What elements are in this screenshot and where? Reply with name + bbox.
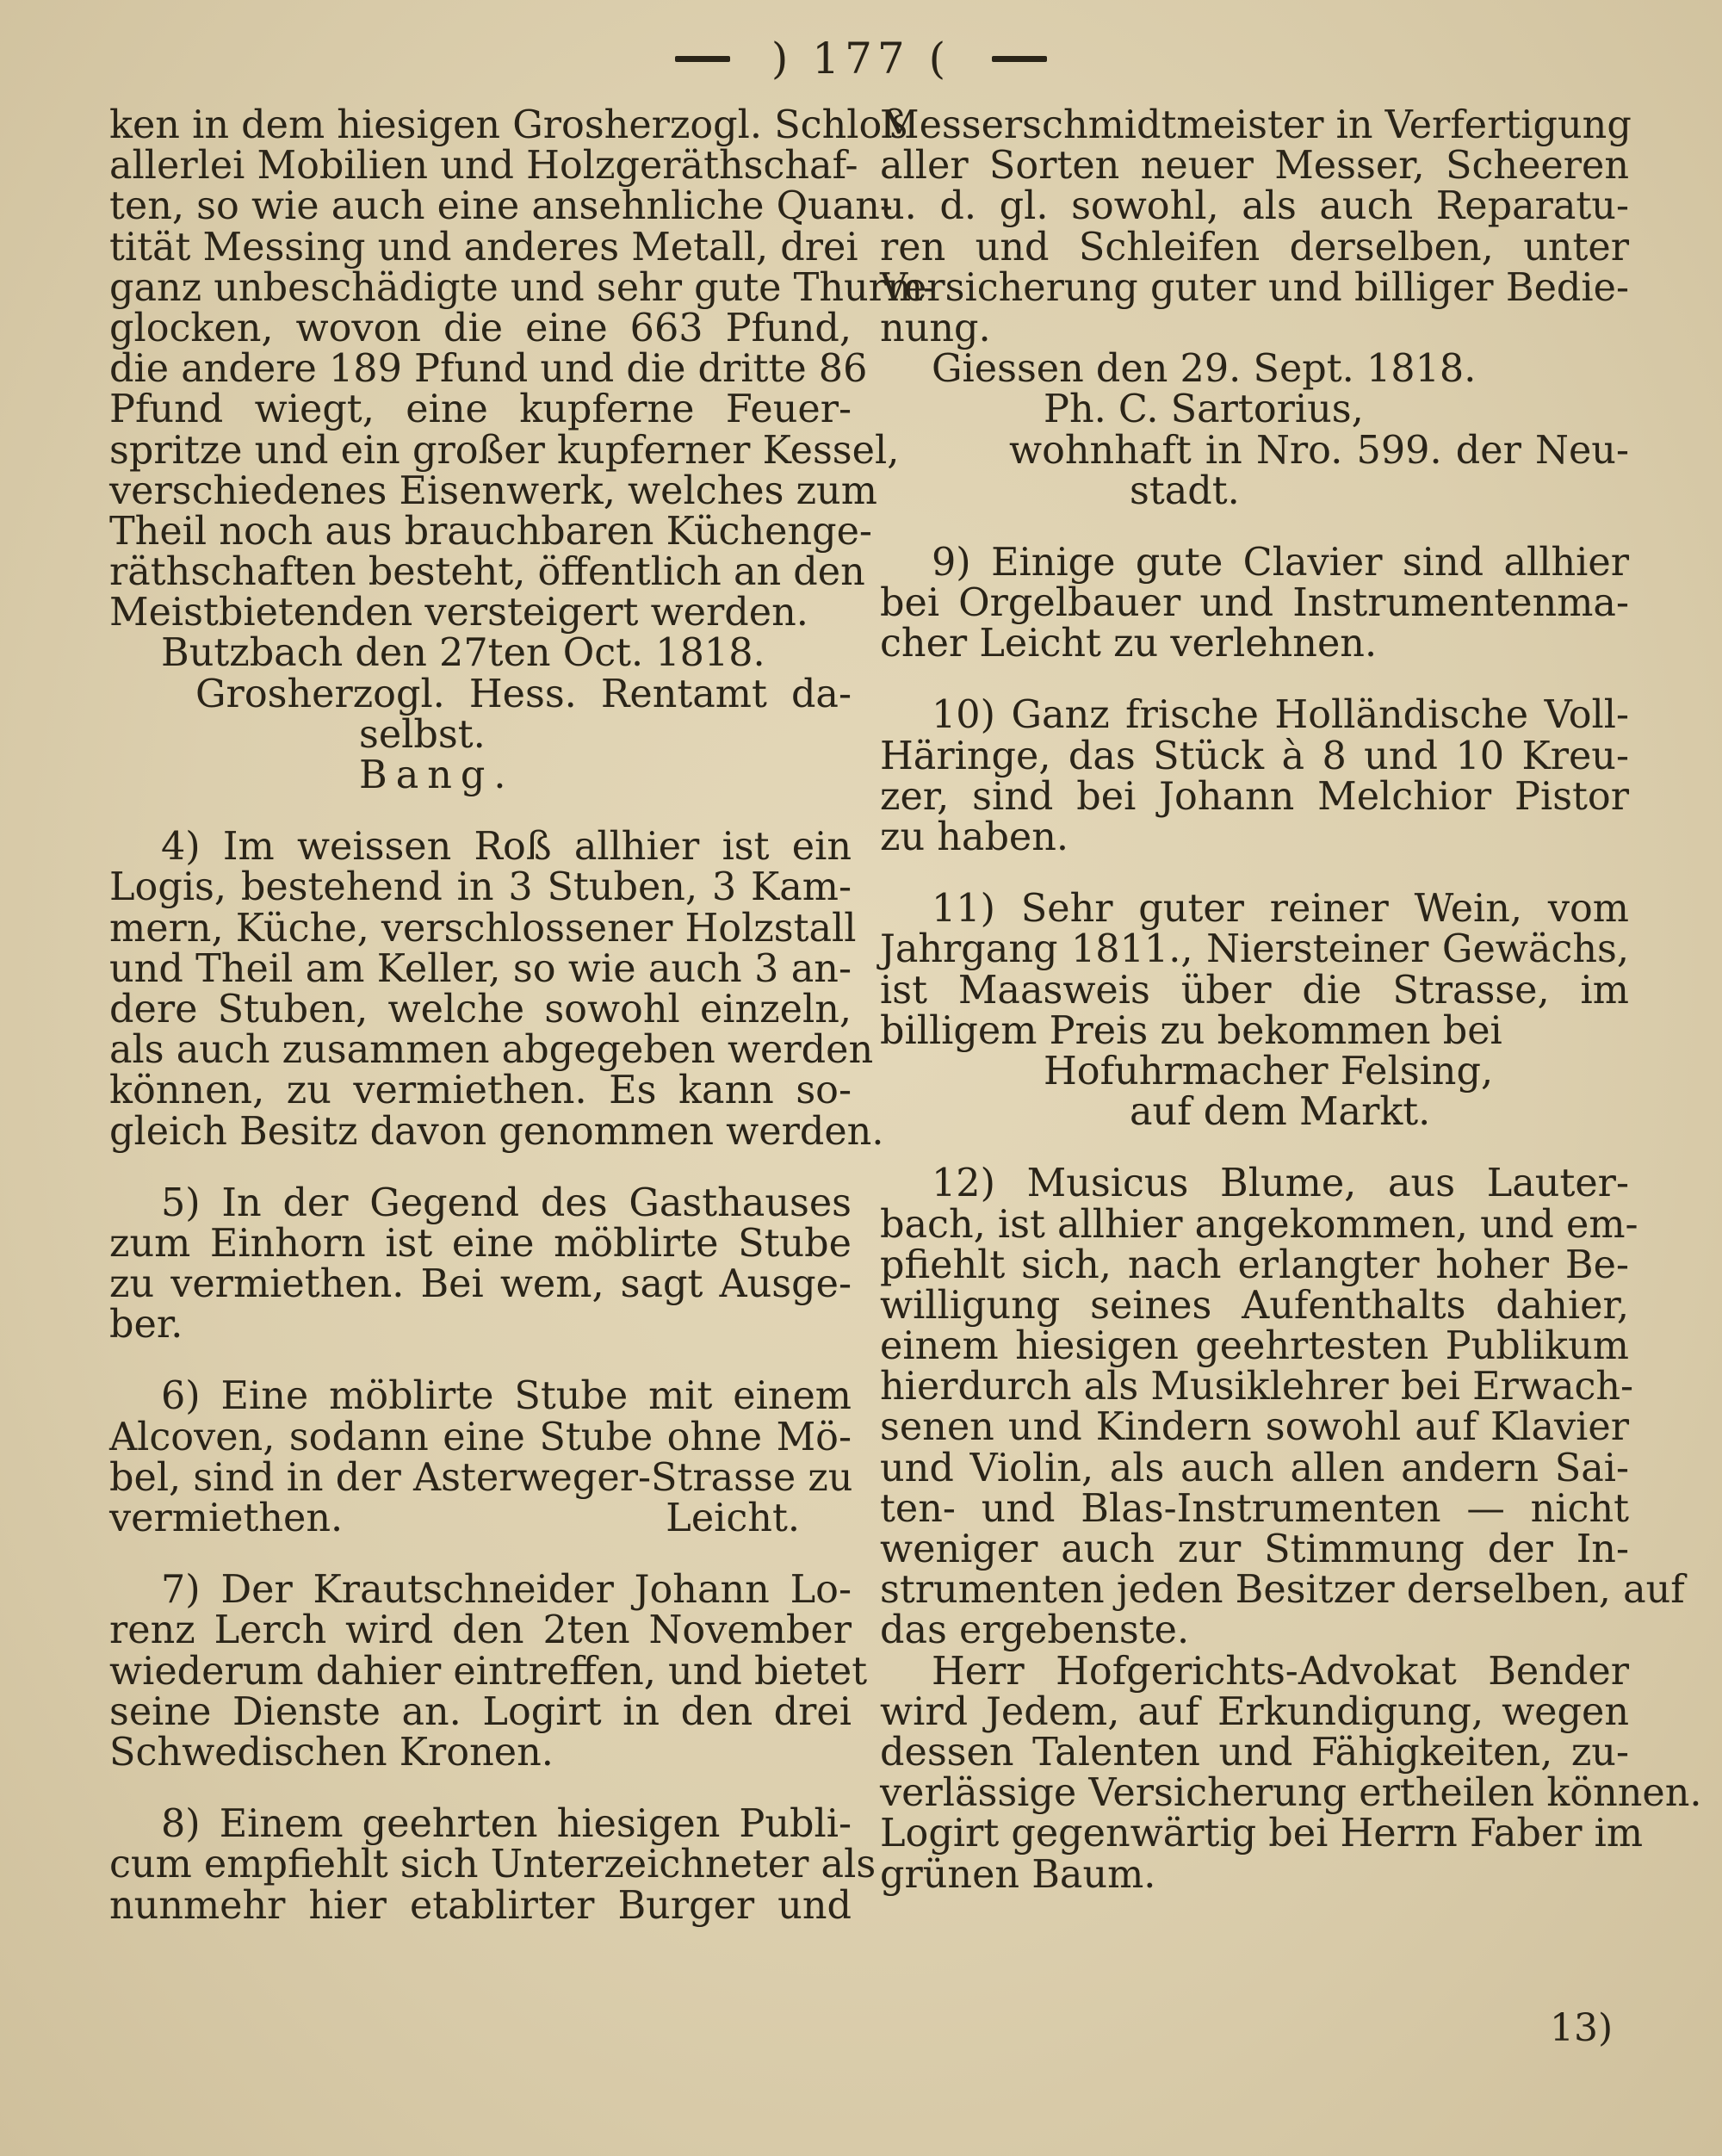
text-line: nunmehr hier etablirter Burger und (109, 1883, 852, 1928)
signature-address: wohnhaft in Nro. 599. der Neu- (1009, 428, 1629, 473)
text-line: mern, Küche, verschlossener Holzstall (109, 906, 857, 951)
text-line: als auch zusammen abgegeben werden (109, 1028, 874, 1073)
place-date: Butzbach den 27ten Oct. 1818. (161, 631, 765, 676)
advertisement-12 (880, 1162, 1702, 1897)
text-line: cher Leicht zu verlehnen. (880, 622, 1378, 666)
text-line: allerlei Mobilien und Holzgeräthschaf- (109, 144, 858, 189)
spacer (880, 511, 1629, 542)
text-line: willigung seines Aufenthalts dahier, (880, 1283, 1629, 1328)
text-line: Pfund wiegt, eine kupferne Feuer- (109, 387, 852, 432)
text-line: aller Sorten neuer Messer, Scheeren (880, 144, 1629, 189)
text-line: weniger auch zur Stimmung der In- (880, 1527, 1629, 1571)
text-line: Logis, bestehend in 3 Stuben, 3 Kam- (109, 865, 852, 910)
header-dash-right (992, 56, 1047, 62)
text-line: ten- und Blas-Instrumenten — nicht (880, 1486, 1629, 1531)
text-line: renz Lerch wird den 2ten November (109, 1608, 852, 1653)
text-line: zer, sind bei Johann Melchior Pistor (880, 774, 1629, 819)
text-line: u. d. gl. sowohl, als auch Reparatu- (880, 184, 1629, 229)
text-line: verlässige Versicherung ertheilen können. (880, 1771, 1702, 1816)
text-line: 4) Im weissen Roß allhier ist ein (161, 825, 852, 870)
spacer (880, 1132, 1629, 1163)
text-line: zum Einhorn ist eine möblirte Stube (109, 1221, 852, 1266)
advertisement-4 (109, 825, 884, 1154)
text-line: Messerschmidtmeister in Verfertigung (880, 103, 1632, 147)
text-line: 7) Der Krautschneider Johann Lo- (161, 1568, 852, 1613)
text-line: Meistbietenden versteigert werden. (109, 591, 808, 635)
text-line: strumenten jeden Besitzer derselben, auf (880, 1568, 1685, 1613)
text-line: glocken, wovon die eine 663 Pfund, (109, 306, 852, 350)
text-line: 11) Sehr guter reiner Wein, vom (932, 887, 1629, 932)
signature-office-cont: selbst. (359, 712, 486, 757)
text-line: zu haben. (880, 815, 1069, 859)
text-line: spritze und ein großer kupferner Kessel, (109, 428, 900, 473)
spacer (880, 858, 1629, 889)
text-line: bel, sind in der Asterweger-Strasse zu (109, 1455, 853, 1500)
text-line: verschiedenes Eisenwerk, welches zum (109, 468, 877, 513)
text-line: Theil noch aus brauchbaren Küchenge- (109, 509, 872, 554)
text-line: Häringe, das Stück à 8 und 10 Kreu- (880, 734, 1629, 778)
text-line: 10) Ganz frische Holländische Voll- (932, 693, 1629, 738)
text-line: wird Jedem, auf Erkundigung, wegen (880, 1689, 1629, 1734)
text-line: 5) In der Gegend des Gasthauses (161, 1180, 852, 1225)
header-dash-left (675, 56, 730, 62)
signature-office: Grosherzogl. Hess. Rentamt da- (195, 672, 852, 716)
text-line: tität Messing und anderes Metall, drei (109, 225, 858, 270)
text-line: seine Dienste an. Logirt in den drei (109, 1689, 852, 1734)
text-line: ganz unbeschädigte und sehr gute Thurm- (109, 265, 937, 310)
ad6-last-text: vermiethen. (109, 1496, 344, 1540)
text-line: das ergebenste. (880, 1608, 1190, 1653)
text-line: Herr Hofgerichts-Advokat Bender (932, 1649, 1629, 1694)
signature-name: Ph. C. Sartorius, (1044, 387, 1364, 432)
spacer (109, 1152, 852, 1183)
text-line: und Violin, als auch allen andern Sai- (880, 1446, 1629, 1490)
advertisement-8 (109, 1802, 876, 1928)
ad6-signature: Leicht. (666, 1496, 800, 1540)
text-line: räthschaften besteht, öffentlich an den (109, 550, 865, 595)
text-line: ber. (109, 1303, 183, 1348)
text-line: Schwedischen Kronen. (109, 1730, 554, 1775)
text-line: ren und Schleifen derselben, unter (880, 225, 1629, 270)
spacer (109, 796, 852, 827)
text-line: hierdurch als Musiklehrer bei Erwach- (880, 1365, 1634, 1409)
advertisement-9 (880, 542, 1629, 665)
text-line: 6) Eine möblirte Stube mit einem (161, 1374, 852, 1419)
advertisement-10 (880, 695, 1629, 858)
spacer (109, 1345, 852, 1376)
text-line: cum empfiehlt sich Unterzeichneter als (109, 1843, 876, 1887)
spacer (109, 1773, 852, 1804)
text-line: und Theil am Keller, so wie auch 3 an- (109, 946, 852, 991)
advertisement-5 (109, 1180, 852, 1348)
text-line: pfiehlt sich, nach erlangter hoher Be- (880, 1242, 1629, 1287)
catchword: 13) (1550, 2006, 1614, 2050)
text-line: ten, so wie auch eine ansehnliche Quan- (109, 184, 893, 229)
text-line: Jahrgang 1811., Niersteiner Gewächs, (880, 927, 1629, 972)
advertisement-8-continued (880, 103, 1632, 513)
text-line: Logirt gegenwärtig bei Herrn Faber im (880, 1812, 1644, 1856)
text-line: einem hiesigen geehrtesten Publikum (880, 1324, 1629, 1369)
text-line: 12) Musicus Blume, aus Lauter- (932, 1162, 1629, 1206)
text-line: bei Orgelbauer und Instrumentenma- (880, 581, 1629, 626)
text-line: dere Stuben, welche sowohl einzeln, (109, 987, 852, 1032)
spacer (880, 664, 1629, 695)
text-line: die andere 189 Pfund und die dritte 86 (109, 347, 868, 392)
right-column (880, 103, 1702, 1897)
text-line: ist Maasweis über die Strasse, im (880, 968, 1629, 1013)
signature-name: Bang. (359, 753, 515, 797)
text-line: nung. (880, 306, 991, 350)
text-line (109, 1498, 852, 1539)
advertisement-11 (880, 887, 1629, 1135)
signature-address: auf dem Markt. (1130, 1090, 1431, 1135)
text-line: Alcoven, sodann eine Stube ohne Mö- (109, 1415, 852, 1459)
signature-address-cont: stadt. (1130, 468, 1240, 513)
text-line: können, zu vermiethen. Es kann so- (109, 1069, 852, 1113)
advertisement-7 (109, 1568, 868, 1775)
page-header (0, 24, 1722, 93)
text-line: zu vermiethen. Bei wem, sagt Ausge- (109, 1262, 852, 1307)
text-line: senen und Kindern sowohl auf Klavier (880, 1405, 1629, 1450)
text-line: ken in dem hiesigen Grosherzogl. Schloß (109, 103, 908, 147)
text-line: gleich Besitz davon genommen werden. (109, 1109, 884, 1154)
spacer (109, 1539, 852, 1570)
text-line: wiederum dahier eintreffen, und bietet (109, 1649, 868, 1694)
text-line: billigem Preis zu bekommen bei (880, 1008, 1502, 1053)
text-line: dessen Talenten und Fähigkeiten, zu- (880, 1730, 1629, 1775)
advertisement-6 (109, 1376, 852, 1539)
text-line: 9) Einige gute Clavier sind allhier (932, 540, 1629, 585)
page-number: ) 177 ( (771, 34, 951, 84)
text-line: 8) Einem geehrten hiesigen Publi- (161, 1802, 852, 1847)
text-line: Versicherung guter und billiger Bedie- (880, 265, 1629, 310)
text-line: grünen Baum. (880, 1852, 1156, 1897)
text-line: bach, ist allhier angekommen, und em- (880, 1202, 1638, 1247)
place-date: Giessen den 29. Sept. 1818. (932, 347, 1477, 392)
signature-name: Hofuhrmacher Felsing, (1044, 1049, 1494, 1093)
